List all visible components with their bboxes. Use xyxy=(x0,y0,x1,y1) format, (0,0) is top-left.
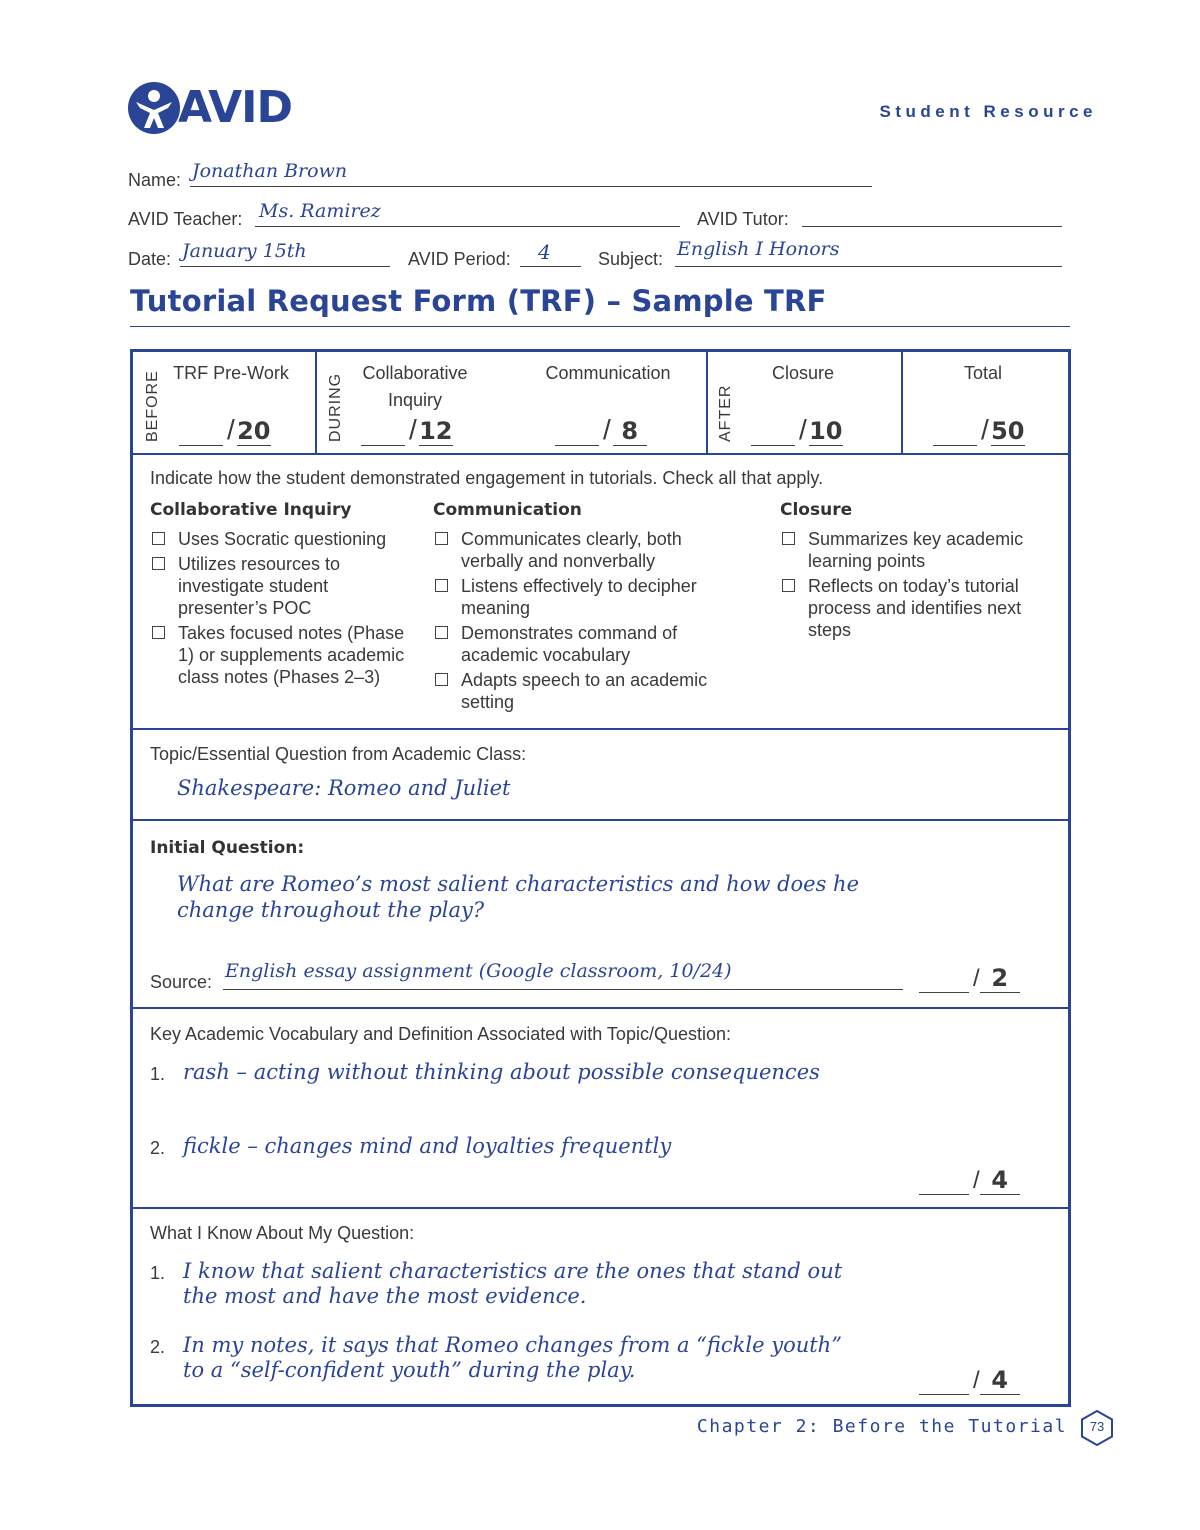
date-field[interactable] xyxy=(180,240,390,267)
total-score[interactable]: /50 xyxy=(933,414,1025,446)
pre-work-score[interactable]: /20 xyxy=(179,414,271,446)
checkbox-item[interactable]: Reflects on today’s tutorial process and identifies next steps xyxy=(780,575,1060,641)
initial-question-label: Initial Question: xyxy=(150,838,305,858)
initial-question-line1[interactable]: What are Romeo’s most salient characteristics and how does he xyxy=(177,872,860,896)
checklist-closure xyxy=(780,500,1060,644)
student-resource-label: Student Resource xyxy=(879,102,1097,121)
tutor-field[interactable] xyxy=(802,200,1062,227)
period-label: AVID Period: xyxy=(408,249,511,269)
know-number: 1. xyxy=(150,1263,166,1283)
checkbox[interactable] xyxy=(152,532,165,545)
title-divider xyxy=(130,326,1070,327)
date-label: Date: xyxy=(128,249,172,269)
communication-max: 8 xyxy=(613,417,647,446)
name-field[interactable] xyxy=(190,160,872,187)
total-max: 50 xyxy=(991,417,1025,445)
avid-logo xyxy=(128,82,293,134)
page-title: Tutorial Request Form (TRF) – Sample TRF xyxy=(130,284,827,318)
teacher-label: AVID Teacher: xyxy=(128,209,243,229)
checkbox-item[interactable]: Utilizes resources to investigate student presenter’s POC xyxy=(150,553,415,619)
checklist-heading: Communication xyxy=(433,500,582,520)
divider xyxy=(133,1207,1068,1209)
closure-score[interactable]: /10 xyxy=(751,414,843,446)
teacher-field[interactable] xyxy=(255,200,680,227)
communication-score[interactable]: / 8 xyxy=(555,414,647,446)
vocab-item-2[interactable]: fickle – changes mind and loyalties frequently xyxy=(183,1134,672,1158)
checkbox[interactable] xyxy=(782,579,795,592)
initial-question-score[interactable]: / 2 xyxy=(919,964,1020,993)
divider xyxy=(706,352,708,453)
checkbox[interactable] xyxy=(435,579,448,592)
collaborative-score[interactable]: /12 xyxy=(361,414,453,446)
initial-question-max: 2 xyxy=(980,964,1020,993)
topic-label: Topic/Essential Question from Academic Class: xyxy=(150,744,527,764)
subject-field[interactable] xyxy=(675,240,1062,267)
checkbox-item[interactable]: Summarizes key academic learning points xyxy=(780,528,1060,572)
pre-work-header: TRF Pre-Work xyxy=(173,363,289,383)
name-label: Name: xyxy=(128,170,182,190)
trf-form xyxy=(130,349,1071,1407)
teacher-value: Ms. Ramirez xyxy=(259,200,381,222)
chapter-footer: Chapter 2: Before the Tutorial xyxy=(696,1416,1067,1437)
vocabulary-label: Key Academic Vocabulary and Definition Associated with Topic/Question: xyxy=(150,1024,732,1044)
subject-value: English I Honors xyxy=(677,238,840,260)
vocabulary-max: 4 xyxy=(980,1166,1020,1195)
pre-work-max: 20 xyxy=(237,417,271,445)
know-number: 2. xyxy=(150,1337,166,1357)
subject-label: Subject: xyxy=(598,249,664,269)
checkbox[interactable] xyxy=(782,532,795,545)
know-item-2-line1[interactable]: In my notes, it says that Romeo changes from a “fickle youth” xyxy=(183,1333,842,1357)
know-score[interactable]: / 4 xyxy=(919,1366,1020,1395)
checkbox-item[interactable]: Uses Socratic questioning xyxy=(150,528,415,550)
closure-max: 10 xyxy=(809,417,843,445)
engagement-instruction: Indicate how the student demonstrated engagement in tutorials. Check all that apply. xyxy=(150,468,824,488)
vocab-item-1[interactable]: rash – acting without thinking about possible consequences xyxy=(183,1060,820,1084)
date-value: January 15th xyxy=(182,240,307,262)
divider xyxy=(133,1007,1068,1009)
checklist-heading: Closure xyxy=(780,500,853,520)
period-value: 4 xyxy=(538,240,551,264)
checkbox[interactable] xyxy=(435,673,448,686)
divider xyxy=(901,352,903,453)
name-value: Jonathan Brown xyxy=(192,160,348,182)
checkbox-item[interactable]: Takes focused notes (Phase 1) or supplements academic class notes (Phases 2–3) xyxy=(150,622,415,688)
collaborative-header: Collaborative Inquiry xyxy=(362,363,468,410)
period-field[interactable] xyxy=(520,240,581,267)
know-item-1-line2[interactable]: the most and have the most evidence. xyxy=(183,1284,587,1308)
before-label: BEFORE xyxy=(144,370,161,442)
checklist-heading: Collaborative Inquiry xyxy=(150,500,352,520)
topic-value[interactable]: Shakespeare: Romeo and Juliet xyxy=(177,776,511,800)
checkbox-item[interactable]: Communicates clearly, both verbally and nonverbally xyxy=(433,528,743,572)
vocab-number: 1. xyxy=(150,1064,166,1084)
source-value: English essay assignment (Google classroom, 10/24) xyxy=(225,960,732,982)
closure-header: Closure xyxy=(771,363,835,383)
initial-question-line2[interactable]: change throughout the play? xyxy=(177,898,485,922)
checkbox[interactable] xyxy=(152,626,165,639)
page-number-badge xyxy=(1080,1410,1114,1446)
know-label: What I Know About My Question: xyxy=(150,1223,415,1243)
source-label: Source: xyxy=(150,972,213,992)
checkbox[interactable] xyxy=(435,532,448,545)
collaborative-max: 12 xyxy=(419,417,453,445)
logo-text: AVID xyxy=(178,82,293,133)
checklist-communication xyxy=(433,500,743,716)
checklist-collaborative xyxy=(150,500,415,691)
divider xyxy=(133,453,1068,455)
vocabulary-score[interactable]: / 4 xyxy=(919,1166,1020,1195)
communication-header: Communication xyxy=(545,363,671,383)
checkbox[interactable] xyxy=(152,557,165,570)
know-item-1-line1[interactable]: I know that salient characteristics are the ones that stand out xyxy=(183,1259,843,1283)
divider xyxy=(133,819,1068,821)
checkbox-item[interactable]: Demonstrates command of academic vocabulary xyxy=(433,622,743,666)
after-label: AFTER xyxy=(717,384,734,442)
during-label: DURING xyxy=(327,372,344,442)
vocab-number: 2. xyxy=(150,1138,166,1158)
checkbox[interactable] xyxy=(435,626,448,639)
page-number: 73 xyxy=(1089,1419,1105,1434)
checkbox-item[interactable]: Listens effectively to decipher meaning xyxy=(433,575,743,619)
know-item-2-line2[interactable]: to a “self-confident youth” during the play. xyxy=(183,1358,636,1382)
checkbox-item[interactable]: Adapts speech to an academic setting xyxy=(433,669,743,713)
avid-person-icon xyxy=(128,82,180,134)
divider xyxy=(133,728,1068,730)
tutor-label: AVID Tutor: xyxy=(697,209,789,229)
total-header: Total xyxy=(963,363,1003,383)
divider xyxy=(315,352,317,453)
know-max: 4 xyxy=(980,1366,1020,1395)
source-field[interactable] xyxy=(223,962,903,990)
